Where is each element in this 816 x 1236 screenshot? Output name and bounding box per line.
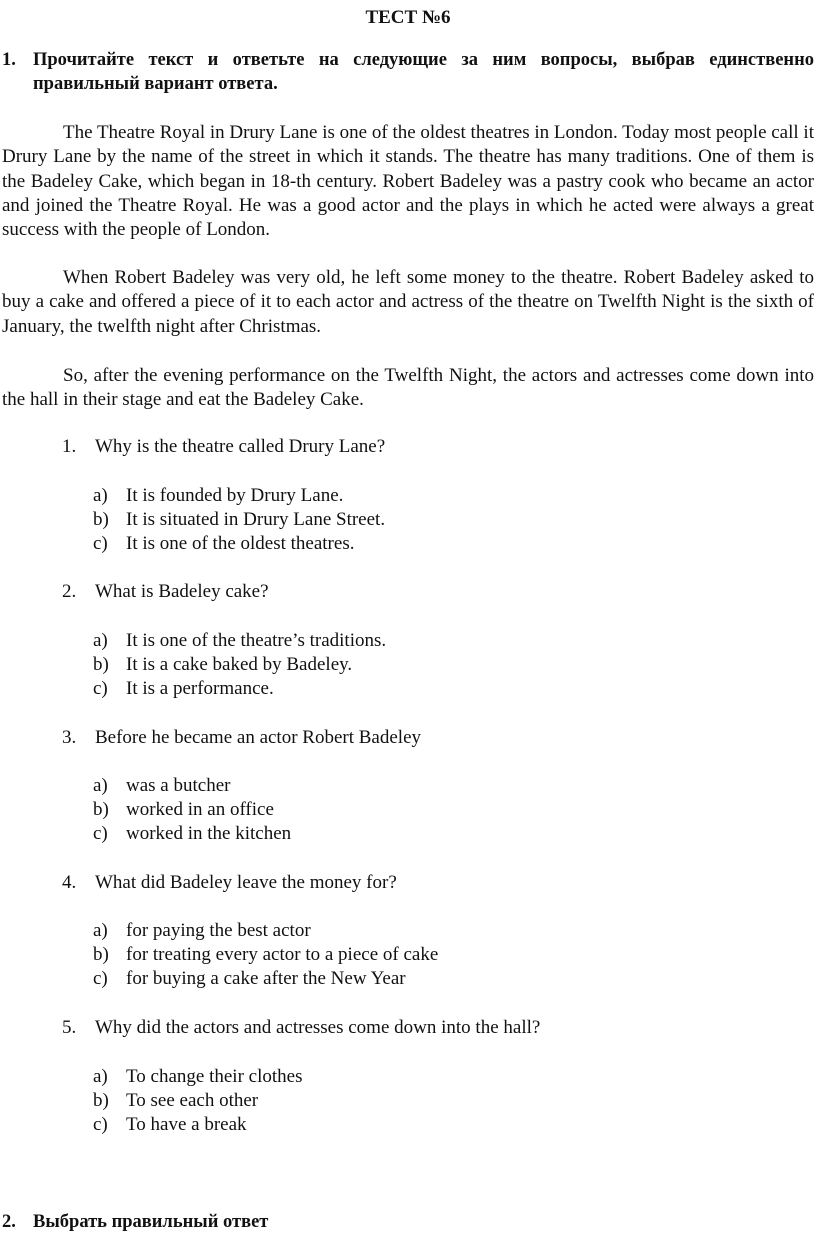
question-number: 2. [62, 581, 77, 602]
question-text: Why did the actors and actresses come down into the hall? [95, 1017, 541, 1038]
option-text: To see each other [126, 1090, 259, 1111]
option-letter: a) [93, 1066, 108, 1087]
question-text: What did Badeley leave the money for? [95, 872, 397, 893]
task-2-number: 2. [2, 1212, 16, 1232]
option-text: worked in the kitchen [126, 823, 292, 844]
option-text: It is a performance. [126, 678, 274, 699]
option-3c [93, 822, 291, 846]
option-5c [93, 1113, 247, 1137]
task-1-number: 1. [2, 50, 16, 70]
option-3b [93, 798, 274, 822]
option-text: To have a break [126, 1114, 247, 1135]
question-number: 1. [62, 436, 77, 457]
option-text: was a butcher [126, 775, 231, 796]
option-2c [93, 677, 274, 701]
text-paragraph-3: So, after the evening performance on the Twelfth Night, the actors and actresses come down into the hall in their stage and eat the Badeley Cake. [2, 365, 814, 411]
option-text: It is founded by Drury Lane. [126, 485, 344, 506]
question-text: What is Badeley cake? [95, 581, 269, 602]
question-2 [62, 580, 269, 604]
text-paragraph-2: When Robert Badeley was very old, he left some money to the theatre. Robert Badeley asked to buy a cake and offered a piece of it to each actor and actress of the theatre on Twelfth Night is the sixth of January, the twelfth night after Christmas. [2, 267, 814, 337]
option-letter: b) [93, 509, 109, 530]
option-4b [93, 943, 438, 967]
question-3 [62, 726, 421, 750]
option-text: It is a cake baked by Badeley. [126, 654, 353, 675]
option-letter: c) [93, 678, 108, 699]
question-1 [62, 435, 385, 459]
option-letter: c) [93, 823, 108, 844]
option-1a [93, 484, 343, 508]
option-1c [93, 532, 354, 556]
option-4a [93, 919, 311, 943]
option-5a [93, 1065, 302, 1089]
option-text: for paying the best actor [126, 920, 311, 941]
option-text: It is one of the theatre’s traditions. [126, 630, 387, 651]
text-paragraph-1: The Theatre Royal in Drury Lane is one of the oldest theatres in London. Today most people call it Drury Lane by the name of the street in which it stands. The theatre has many traditions. One of them is the Badeley Cake, which began in 18-th century. Robert Badeley was a pastry cook who became an actor and joined the Theatre Royal. He was a good actor and the plays in which he acted were always a great success with the people of London. [2, 122, 814, 241]
question-5 [62, 1016, 540, 1040]
option-5b [93, 1089, 258, 1113]
option-text: worked in an office [126, 799, 274, 820]
option-letter: c) [93, 968, 108, 989]
option-4c [93, 967, 406, 991]
option-1b [93, 508, 385, 532]
question-number: 5. [62, 1017, 77, 1038]
question-number: 3. [62, 727, 77, 748]
option-text: To change their clothes [126, 1066, 303, 1087]
option-3a [93, 774, 230, 798]
option-text: for buying a cake after the New Year [126, 968, 406, 989]
option-text: for treating every actor to a piece of cake [126, 944, 439, 965]
option-letter: a) [93, 630, 108, 651]
option-letter: a) [93, 485, 108, 506]
option-2a [93, 629, 386, 653]
option-text: It is one of the oldest theatres. [126, 533, 355, 554]
question-text: Why is the theatre called Drury Lane? [95, 436, 386, 457]
option-letter: a) [93, 920, 108, 941]
option-2b [93, 653, 352, 677]
question-text: Before he became an actor Robert Badeley [95, 727, 422, 748]
page-title: ТЕСТ №6 [365, 7, 451, 28]
option-letter: b) [93, 799, 109, 820]
task-1-instruction: Прочитайте текст и ответьте на следующие за ним вопросы, выбрав единственно правильный вариант ответа. [33, 50, 814, 94]
question-4 [62, 871, 397, 895]
question-number: 4. [62, 872, 77, 893]
option-letter: b) [93, 944, 109, 965]
option-letter: b) [93, 654, 109, 675]
option-letter: c) [93, 533, 108, 554]
option-text: It is situated in Drury Lane Street. [126, 509, 386, 530]
option-letter: b) [93, 1090, 109, 1111]
option-letter: a) [93, 775, 108, 796]
task-2-instruction: Выбрать правильный ответ [33, 1212, 269, 1232]
option-letter: c) [93, 1114, 108, 1135]
